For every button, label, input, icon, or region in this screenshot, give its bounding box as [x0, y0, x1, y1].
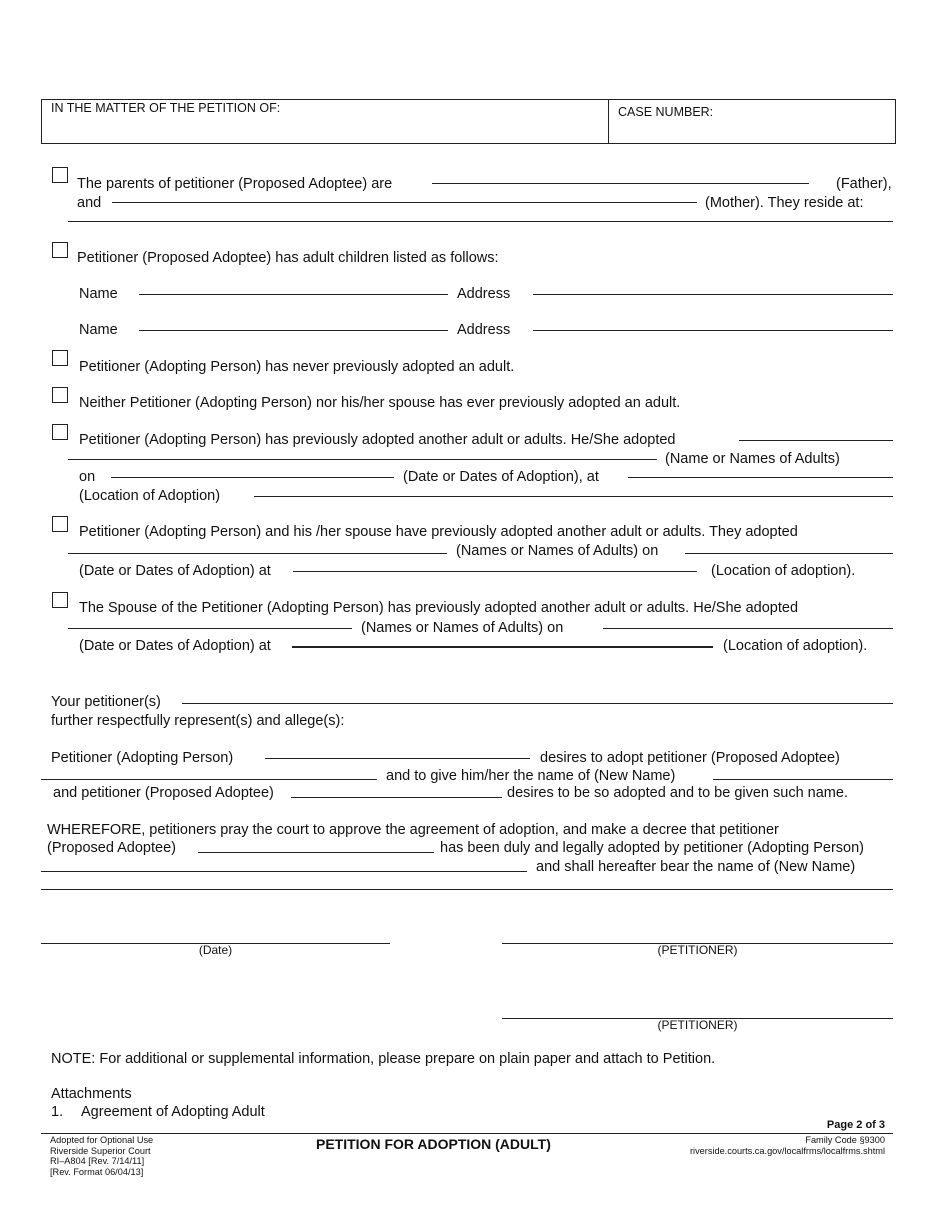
neither-adopted-checkbox[interactable]: [52, 387, 68, 403]
desires-so-label: desires to be so adopted and to be given such name.: [507, 785, 848, 801]
and-label: and: [77, 195, 102, 211]
previously-adopted-checkbox[interactable]: [52, 424, 68, 440]
new-name-line[interactable]: [713, 779, 893, 780]
residence-line[interactable]: [68, 221, 893, 222]
adoptee-names-line[interactable]: [739, 440, 893, 441]
desires-adopt-label: desires to adopt petitioner (Proposed Adoptee): [540, 750, 840, 766]
joint-adopted-text: Petitioner (Adopting Person) and his /her spouse have previously adopted another adult or adults. They adopted: [79, 524, 798, 540]
names-of-adults-label: (Name or Names of Adults): [665, 451, 840, 467]
matter-label: IN THE MATTER OF THE PETITION OF:: [51, 101, 281, 115]
petitioners-line[interactable]: [182, 703, 893, 704]
children-checkbox[interactable]: [52, 242, 68, 258]
footer-left-line: Adopted for Optional Use: [50, 1135, 154, 1145]
spouse-dates-at-label: (Date or Dates of Adoption) at: [79, 638, 271, 654]
parents-checkbox[interactable]: [52, 167, 68, 183]
wherefore-new-name-line[interactable]: [41, 889, 893, 890]
footer-rule: [41, 1133, 893, 1134]
form-title: PETITION FOR ADOPTION (ADULT): [316, 1136, 551, 1152]
dates-at-label: (Date or Dates of Adoption), at: [403, 469, 599, 485]
petitioner-caption: (PETITIONER): [657, 943, 738, 957]
attachment-label: Agreement of Adopting Adult: [81, 1104, 265, 1120]
wherefore-duly-label: has been duly and legally adopted by petitioner (Adopting Person): [440, 840, 865, 856]
never-adopted-text: Petitioner (Adopting Person) has never previously adopted an adult.: [79, 359, 515, 375]
footer-left-line: Riverside Superior Court: [50, 1146, 151, 1156]
wherefore-adoptee-label: (Proposed Adoptee): [47, 840, 176, 856]
joint-adopted-checkbox[interactable]: [52, 516, 68, 532]
adopting-person-label: Petitioner (Adopting Person): [51, 750, 234, 766]
adopting-person-line[interactable]: [265, 758, 530, 759]
spouse-adopted-checkbox[interactable]: [52, 592, 68, 608]
petitioner-caption-2: (PETITIONER): [657, 1018, 738, 1032]
note-text: NOTE: For additional or supplemental information, please prepare on plain paper and attach to Petition.: [51, 1051, 716, 1067]
spouse-location-label: (Location of adoption).: [723, 638, 868, 654]
child-address-label: Address: [457, 322, 511, 338]
joint-names-on-label: (Names or Names of Adults) on: [456, 543, 659, 559]
joint-location-label: (Location of adoption).: [711, 563, 856, 579]
never-adopted-checkbox[interactable]: [52, 350, 68, 366]
on-label: on: [79, 469, 96, 485]
adoptee-names-line-2[interactable]: [68, 459, 657, 460]
child-address-line[interactable]: [533, 294, 893, 295]
child-name-line[interactable]: [139, 330, 448, 331]
further-represent-text: further respectfully represent(s) and allege(s):: [51, 713, 345, 729]
page-number: Page 2 of 3: [826, 1119, 885, 1131]
adoptee-line[interactable]: [41, 779, 377, 780]
spouse-names-line[interactable]: [68, 628, 352, 629]
footer-left-line: RI–A804 [Rev. 7/14/11]: [50, 1156, 145, 1166]
wherefore-text: WHEREFORE, petitioners pray the court to approve the agreement of adoption, and make a decree that petitioner: [47, 822, 779, 838]
father-line[interactable]: [432, 183, 809, 184]
your-petitioners-label: Your petitioner(s): [51, 694, 161, 710]
spouse-date-line[interactable]: [603, 628, 893, 629]
footer-left-line: [Rev. Format 06/04/13]: [50, 1167, 144, 1177]
child-address-line[interactable]: [533, 330, 893, 331]
previously-adopted-text: Petitioner (Adopting Person) has previously adopted another adult or adults. He/She adopted: [79, 432, 676, 448]
child-name-line[interactable]: [139, 294, 448, 295]
child-name-label: Name: [79, 286, 118, 302]
date-caption: (Date): [198, 943, 233, 957]
adoption-location-line-2[interactable]: [254, 496, 893, 497]
child-address-label: Address: [457, 286, 511, 302]
spouse-location-line[interactable]: [292, 646, 713, 648]
and-adoptee-line[interactable]: [291, 797, 502, 798]
wherefore-adoptee-line[interactable]: [198, 852, 434, 853]
father-label: (Father),: [836, 176, 892, 192]
joint-names-line[interactable]: [68, 553, 447, 554]
joint-location-line[interactable]: [293, 571, 697, 572]
location-label: (Location of Adoption): [79, 488, 221, 504]
family-code-text: Family Code §9300: [805, 1135, 885, 1145]
spouse-adopted-text: The Spouse of the Petitioner (Adopting Person) has previously adopted another adult or adults. He/She adopted: [79, 600, 799, 616]
adoption-date-line[interactable]: [111, 477, 394, 478]
wherefore-bear-label: and shall hereafter bear the name of (New Name): [536, 859, 856, 875]
case-number-label: CASE NUMBER:: [618, 105, 714, 119]
mother-line[interactable]: [112, 202, 697, 203]
adoption-location-line[interactable]: [628, 477, 893, 478]
mother-reside-label: (Mother). They reside at:: [705, 195, 864, 211]
court-url-link[interactable]: riverside.courts.ca.gov/localfrms/localfrms.shtml: [689, 1146, 885, 1156]
parents-text: The parents of petitioner (Proposed Adoptee) are: [77, 176, 393, 192]
give-name-label: and to give him/her the name of (New Name): [386, 768, 676, 784]
joint-dates-at-label: (Date or Dates of Adoption) at: [79, 563, 271, 579]
attachments-heading: Attachments: [51, 1086, 132, 1102]
and-adoptee-label: and petitioner (Proposed Adoptee): [53, 785, 274, 801]
spouse-names-on-label: (Names or Names of Adults) on: [361, 620, 564, 636]
child-name-label: Name: [79, 322, 118, 338]
children-text: Petitioner (Proposed Adoptee) has adult children listed as follows:: [77, 250, 499, 266]
wherefore-adopting-line[interactable]: [41, 871, 527, 872]
attachment-number: 1.: [51, 1104, 64, 1120]
neither-adopted-text: Neither Petitioner (Adopting Person) nor his/her spouse has ever previously adopted an adult.: [79, 395, 681, 411]
joint-date-line[interactable]: [685, 553, 893, 554]
